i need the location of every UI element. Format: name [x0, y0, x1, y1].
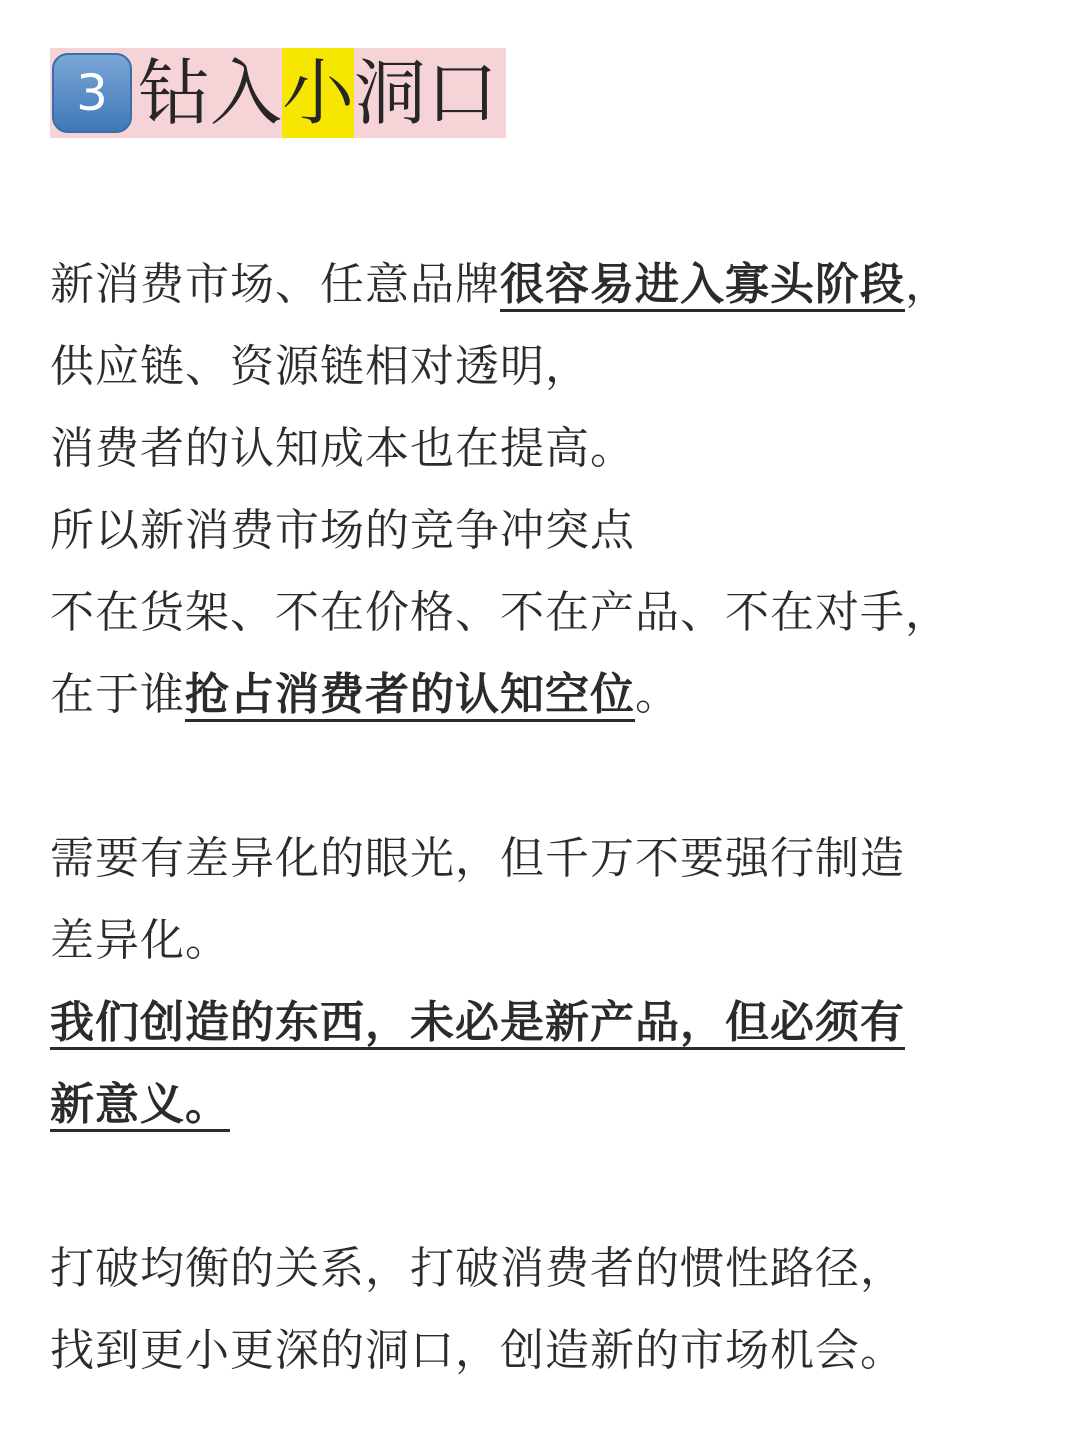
section-title	[50, 48, 506, 138]
title-text	[138, 48, 498, 138]
text-line	[50, 982, 1030, 1064]
underlined-emphasis: 很容易进入寡头阶段	[500, 259, 905, 310]
text-line	[50, 1064, 1030, 1146]
text-line	[50, 244, 1030, 326]
keycap-number-badge	[52, 53, 132, 133]
paragraph-gap	[50, 736, 1030, 818]
underlined-emphasis: 我们创造的东西，未必是新产品，但必须有	[50, 997, 905, 1048]
text-line: 所以新消费市场的竞争冲突点	[50, 505, 635, 556]
article-body	[50, 244, 1030, 1392]
paragraph-1	[50, 244, 1030, 736]
text-span: 。	[635, 669, 680, 720]
paragraph-2	[50, 818, 1030, 1146]
badge-number: 3	[76, 64, 108, 122]
text-span: 在于谁	[50, 669, 185, 720]
text-span: 新消费市场、任意品牌	[50, 259, 500, 310]
paragraph-gap	[50, 1146, 1030, 1228]
underlined-emphasis: 新意义。	[50, 1079, 230, 1130]
text-line: 差异化。	[50, 915, 230, 966]
title-highlight: 小	[282, 48, 354, 138]
underlined-emphasis: 抢占消费者的认知空位	[185, 669, 635, 720]
text-line	[50, 654, 1030, 736]
paragraph-3	[50, 1228, 1030, 1392]
text-line: 不在货架、不在价格、不在产品、不在对手，	[50, 587, 950, 638]
text-line: 消费者的认知成本也在提高。	[50, 423, 635, 474]
title-part1: 钻入	[138, 51, 283, 135]
title-part2: 洞口	[354, 51, 499, 135]
text-span: ，	[905, 259, 950, 310]
text-line: 打破均衡的关系，打破消费者的惯性路径，	[50, 1243, 905, 1294]
text-line: 需要有差异化的眼光，但千万不要强行制造	[50, 833, 905, 884]
text-line: 供应链、资源链相对透明，	[50, 341, 590, 392]
text-line: 找到更小更深的洞口，创造新的市场机会。	[50, 1325, 905, 1376]
